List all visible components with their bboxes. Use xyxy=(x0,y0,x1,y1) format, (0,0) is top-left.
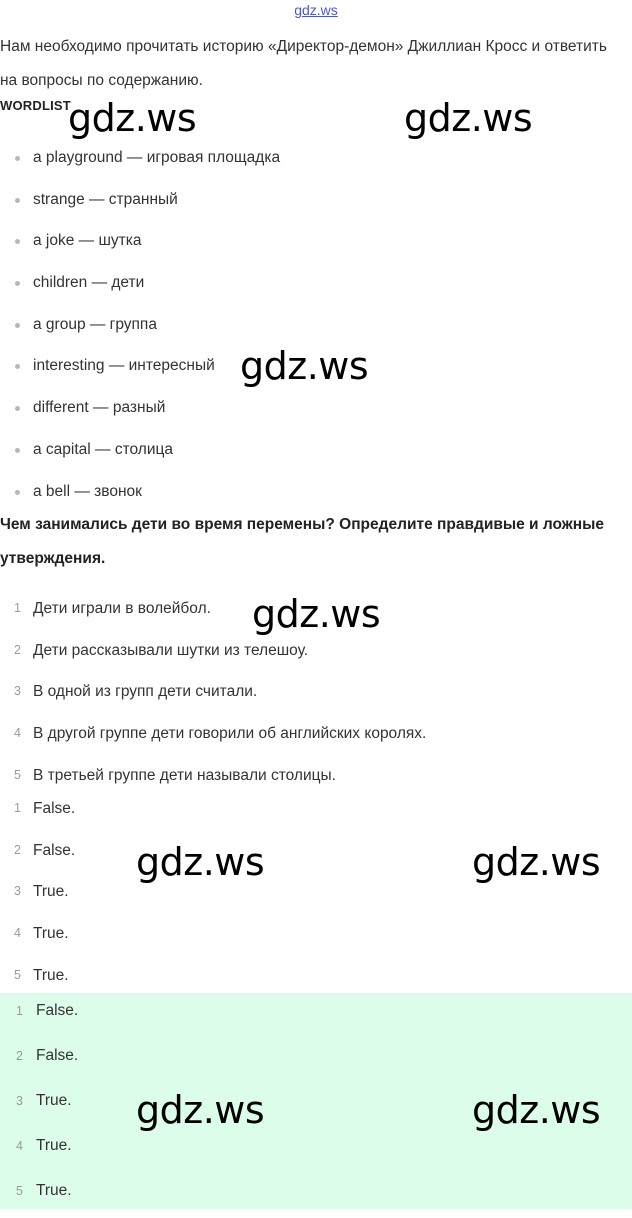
watermark: gdz.ws xyxy=(472,840,601,884)
answers-list xyxy=(0,788,620,996)
item-number: 4 xyxy=(14,926,21,941)
item-number: 1 xyxy=(14,801,21,815)
wordlist-item xyxy=(0,137,620,179)
intro-paragraph: Нам необходимо прочитать историю «Директор-демон» Джиллиан Кросс и ответить на вопросы по содержанию. xyxy=(0,38,607,89)
wordlist-item xyxy=(0,179,620,221)
bullet-icon xyxy=(15,239,20,244)
answer-text: True. xyxy=(36,1182,72,1199)
answer-text: False. xyxy=(36,1047,79,1064)
item-number: 1 xyxy=(14,601,21,615)
answer-text: True. xyxy=(33,925,69,943)
bullet-icon xyxy=(15,156,20,161)
bullet-icon xyxy=(15,490,20,495)
statements-list xyxy=(0,588,620,796)
answer-item xyxy=(0,871,620,913)
statement-text: В другой группе дети говорили об английских королях. xyxy=(33,725,427,743)
answer-text: True. xyxy=(36,1137,72,1154)
watermark: gdz.ws xyxy=(68,96,197,140)
watermark: gdz.ws xyxy=(404,96,533,140)
answer-item xyxy=(0,1083,620,1128)
answer-item xyxy=(0,913,620,955)
statement-item xyxy=(0,588,620,630)
statement-item xyxy=(0,713,620,755)
answer-text: True. xyxy=(33,966,69,984)
item-number: 2 xyxy=(16,1049,23,1063)
item-number: 3 xyxy=(14,684,21,699)
watermark: gdz.ws xyxy=(472,1088,601,1132)
bullet-icon xyxy=(15,406,20,411)
watermark: gdz.ws xyxy=(240,344,369,388)
answer-text: False. xyxy=(33,841,76,859)
question-heading: Чем занимались дети во время перемены? Определите правдивые и ложные утверждения. xyxy=(0,516,604,567)
wordlist-item-text: different — разный xyxy=(33,399,166,417)
item-number: 3 xyxy=(16,1094,23,1108)
wordlist-item-text: interesting — интересный xyxy=(33,357,215,375)
answer-text: False. xyxy=(36,1002,79,1019)
answer-item xyxy=(0,993,620,1038)
wordlist-item xyxy=(0,262,620,304)
answer-item xyxy=(0,788,620,830)
item-number: 3 xyxy=(14,884,21,899)
watermark: gdz.ws xyxy=(136,840,265,884)
wordlist-item-text: strange — странный xyxy=(33,190,178,208)
wordlist-item-text: a joke — шутка xyxy=(33,232,142,250)
wordlist-item xyxy=(0,387,620,429)
item-number: 2 xyxy=(14,642,21,657)
bullet-icon xyxy=(15,364,20,369)
bullet-icon xyxy=(15,198,20,203)
item-number: 5 xyxy=(16,1184,23,1198)
watermark: gdz.ws xyxy=(136,1088,265,1132)
item-number: 4 xyxy=(16,1139,23,1153)
watermark: gdz.ws xyxy=(252,592,381,636)
bullet-icon xyxy=(15,448,20,453)
wordlist-item xyxy=(0,471,620,513)
statement-text: В одной из групп дети считали. xyxy=(33,683,258,701)
answer-text: True. xyxy=(36,1092,72,1109)
answer-item xyxy=(0,1038,620,1083)
answer-item xyxy=(0,1173,620,1218)
wordlist-item xyxy=(0,429,620,471)
answer-item xyxy=(0,1128,620,1173)
answer-item xyxy=(0,830,620,872)
bullet-icon xyxy=(15,281,20,286)
bullet-icon xyxy=(15,323,20,328)
statement-item xyxy=(0,671,620,713)
item-number: 2 xyxy=(14,842,21,857)
wordlist-item-text: children — дети xyxy=(33,274,145,292)
answer-text: False. xyxy=(33,800,76,817)
statement-text: В третьей группе дети называли столицы. xyxy=(33,766,336,784)
statement-item xyxy=(0,630,620,672)
wordlist-heading: WORDLIST xyxy=(0,98,71,113)
answer-text: True. xyxy=(33,883,69,901)
statement-text: Дети рассказывали шутки из телешоу. xyxy=(33,641,309,659)
wordlist-item-text: a group — группа xyxy=(33,315,157,333)
item-number: 4 xyxy=(14,726,21,741)
wordlist-item xyxy=(0,345,620,387)
site-link[interactable]: gdz.ws xyxy=(294,2,338,18)
statement-text: Дети играли в волейбол. xyxy=(33,600,211,617)
highlighted-answer-block xyxy=(0,993,632,1209)
item-number: 5 xyxy=(14,767,21,782)
wordlist-item-text: a playground — игровая площадка xyxy=(33,149,281,166)
item-number: 1 xyxy=(16,1004,23,1018)
wordlist-item-text: a capital — столица xyxy=(33,440,173,458)
wordlist-item-text: a bell — звонок xyxy=(33,482,142,500)
item-number: 5 xyxy=(14,967,21,982)
wordlist-item xyxy=(0,304,620,346)
wordlist-item xyxy=(0,220,620,262)
wordlist xyxy=(0,137,620,512)
highlighted-answers-list xyxy=(0,993,620,1218)
answer-item xyxy=(0,955,620,997)
